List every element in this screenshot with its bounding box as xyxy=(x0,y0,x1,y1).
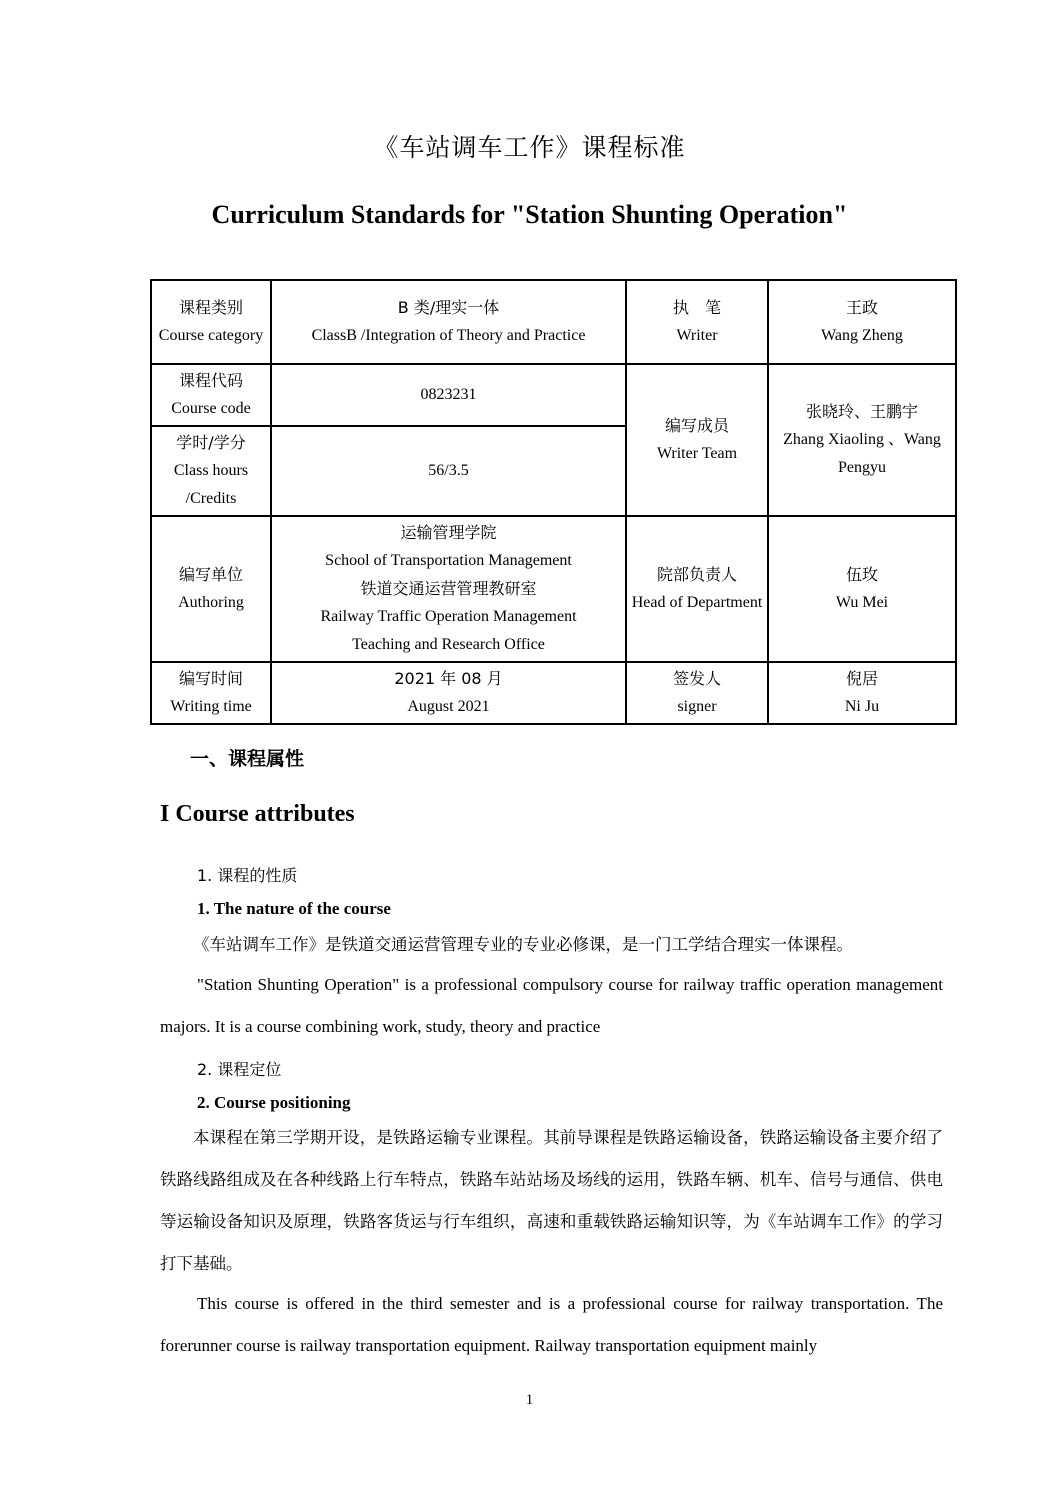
class-hours-label: 学时/学分 Class hours /Credits xyxy=(151,426,271,516)
table-row xyxy=(151,516,956,662)
writing-time-value: 2021 年 08 月 August 2021 xyxy=(271,662,626,724)
course-code-label: 课程代码 Course code xyxy=(151,364,271,426)
subheading-positioning-english: 2. Course positioning xyxy=(197,1093,351,1112)
title-english: Curriculum Standards for "Station Shunting Operation" xyxy=(211,200,848,229)
signer-value: 倪居 Ni Ju xyxy=(768,662,956,724)
head-of-department-label: 院部负责人 Head of Department xyxy=(626,516,768,662)
table-row xyxy=(151,662,956,724)
title-chinese: 《车站调车工作》课程标准 xyxy=(373,133,686,162)
writer-value: 王政 Wang Zheng xyxy=(768,280,956,364)
paragraph-positioning-chinese: 本课程在第三学期开设，是铁路运输专业课程。其前导课程是铁路运输设备，铁路运输设备主要介绍了铁路线路组成及在各种线路上行车特点，铁路车站站场及场线的运用，铁路车辆、机车、信号与通信、供电等运输设备知识及原理，铁路客货运与行车组织，高速和重载铁路运输知识等，为《车站调车工作》的学习打下基础。 xyxy=(160,1128,943,1273)
paragraph-nature-chinese: 《车站调车工作》是铁道交通运营管理专业的专业必修课，是一门工学结合理实一体课程。 xyxy=(193,935,853,954)
head-of-department-value: 伍玫 Wu Mei xyxy=(768,516,956,662)
section-heading-english: I Course attributes xyxy=(160,801,355,827)
writing-time-label: 编写时间 Writing time xyxy=(151,662,271,724)
table-row xyxy=(151,364,956,426)
page-number: 1 xyxy=(525,1392,534,1408)
subheading-nature-english: 1. The nature of the course xyxy=(197,899,391,918)
writer-label: 执 笔 Writer xyxy=(626,280,768,364)
paragraph-nature-english: "Station Shunting Operation" is a professional compulsory course for railway traffic operation management majors. It is a course combining work, study, theory and practice xyxy=(160,975,943,1036)
signer-label: 签发人 signer xyxy=(626,662,768,724)
table-row xyxy=(151,280,956,364)
writer-team-label: 编写成员 Writer Team xyxy=(626,364,768,516)
authoring-value: 运输管理学院 School of Transportation Management 铁道交通运营管理教研室 Railway Traffic Operation Management Teaching and Research Office xyxy=(271,516,626,662)
course-category-label: 课程类别 Course category xyxy=(151,280,271,364)
subheading-positioning-chinese: 2. 课程定位 xyxy=(197,1060,282,1079)
subheading-nature-chinese: 1. 课程的性质 xyxy=(197,866,298,885)
authoring-label: 编写单位 Authoring xyxy=(151,516,271,662)
course-category-value: B 类/理实一体 ClassB /Integration of Theory and Practice xyxy=(271,280,626,364)
course-code-value: 0823231 xyxy=(271,364,626,426)
writer-team-value: 张晓玲、王鹏宇 Zhang Xiaoling 、Wang Pengyu xyxy=(768,364,956,516)
class-hours-value: 56/3.5 xyxy=(271,426,626,516)
course-info-table xyxy=(150,279,957,725)
paragraph-positioning-english: This course is offered in the third semester and is a professional course for railway transportation. The forerunner course is railway transportation equipment. Railway transportation equipment mainly xyxy=(160,1294,943,1355)
section-heading-chinese: 一、课程属性 xyxy=(190,748,305,770)
